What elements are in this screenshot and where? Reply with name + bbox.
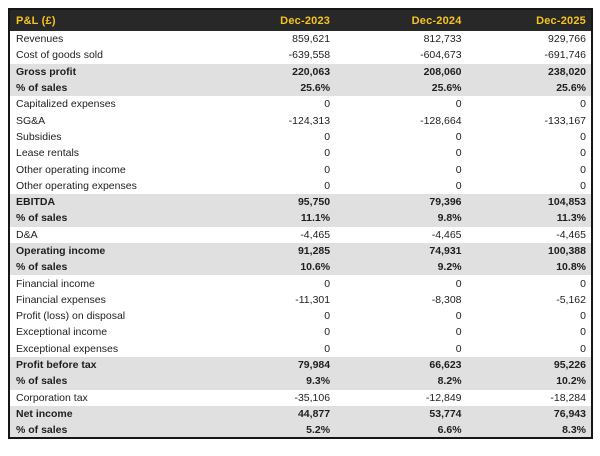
row-label: Financial income	[16, 277, 95, 290]
cell-value: 0	[580, 342, 586, 355]
cell-value: 0	[455, 163, 462, 176]
cell-value: -128,664	[420, 114, 462, 127]
cell-value: 66,623	[335, 357, 466, 373]
cell-value: -639,558	[288, 49, 331, 62]
cell-value: 91,285	[204, 243, 335, 259]
cell-value: 79,984	[204, 357, 335, 373]
cell-value: 53,774	[335, 406, 466, 422]
cell-value: 95,226	[467, 357, 592, 373]
table-row-corporation-tax	[9, 390, 592, 406]
row-label: Revenues	[16, 33, 64, 46]
cell-value: -5,162	[556, 293, 586, 306]
cell-value: 10.6%	[204, 259, 335, 275]
row-label: Exceptional expenses	[16, 342, 119, 355]
cell-value: 0	[324, 326, 331, 339]
cell-value: 0	[580, 98, 586, 111]
row-label: Financial expenses	[16, 293, 106, 306]
row-label: Corporation tax	[16, 391, 88, 404]
cell-value: -604,673	[420, 49, 462, 62]
row-label: Other operating expenses	[16, 179, 137, 192]
cell-value: 0	[324, 147, 331, 160]
cell-value: 95,750	[204, 194, 335, 210]
table-row-net-income-pct	[9, 422, 592, 438]
row-label: Lease rentals	[16, 147, 80, 160]
row-label: % of sales	[9, 210, 204, 226]
row-label: Gross profit	[9, 64, 204, 80]
table-row-gross-profit	[9, 64, 592, 80]
cell-value: 0	[324, 98, 331, 111]
pnl-statement	[8, 8, 593, 439]
cell-value: 76,943	[467, 406, 592, 422]
cell-value: 0	[580, 310, 586, 323]
cell-value: 0	[580, 147, 586, 160]
cell-value: 25.6%	[467, 80, 592, 96]
cell-value: 208,060	[335, 64, 466, 80]
table-row-other-operating-expenses	[9, 178, 592, 194]
cell-value: 0	[580, 130, 586, 143]
row-label: % of sales	[9, 80, 204, 96]
table-row-exceptional-income	[9, 324, 592, 340]
cell-value: 220,063	[204, 64, 335, 80]
row-label: EBITDA	[9, 194, 204, 210]
cell-value: 100,388	[467, 243, 592, 259]
cell-value: 0	[324, 310, 331, 323]
cell-value: 25.6%	[204, 80, 335, 96]
table-row-sga	[9, 112, 592, 128]
cell-value: 79,396	[335, 194, 466, 210]
cell-value: 11.1%	[204, 210, 335, 226]
cell-value: -124,313	[288, 114, 331, 127]
row-label: D&A	[16, 228, 38, 241]
cell-value: 11.3%	[467, 210, 592, 226]
cell-value: 104,853	[467, 194, 592, 210]
table-row-revenues	[9, 31, 592, 47]
cell-value: -12,849	[425, 391, 462, 404]
table-row-operating-income-pct	[9, 259, 592, 275]
table-row-profit-before-tax	[9, 357, 592, 373]
table-row-da	[9, 227, 592, 243]
table-row-ebitda-pct	[9, 210, 592, 226]
table-row-profit-loss-on-disposal	[9, 308, 592, 324]
pnl-table	[8, 8, 593, 439]
cell-value: 238,020	[467, 64, 592, 80]
cell-value: -4,465	[431, 228, 462, 241]
table-row-exceptional-expenses	[9, 341, 592, 357]
cell-value: 0	[455, 130, 462, 143]
cell-value: -4,465	[556, 228, 586, 241]
column-header-dec-2023: Dec-2023	[204, 9, 335, 31]
cell-value: 8.2%	[335, 373, 466, 389]
cell-value: 9.3%	[204, 373, 335, 389]
row-label: % of sales	[9, 259, 204, 275]
table-row-financial-expenses	[9, 292, 592, 308]
row-label: Other operating income	[16, 163, 126, 176]
row-label: Net income	[9, 406, 204, 422]
cell-value: 859,621	[292, 33, 331, 46]
cell-value: 5.2%	[204, 422, 335, 438]
table-row-financial-income	[9, 275, 592, 291]
cell-value: 0	[324, 342, 331, 355]
cell-value: -691,746	[544, 49, 586, 62]
cell-value: 929,766	[548, 33, 586, 46]
row-label: Subsidies	[16, 130, 62, 143]
table-row-capitalized-expenses	[9, 96, 592, 112]
cell-value: 9.8%	[335, 210, 466, 226]
table-title: P&L (£)	[9, 9, 204, 31]
cell-value: 0	[580, 277, 586, 290]
cell-value: -8,308	[431, 293, 462, 306]
cell-value: 0	[324, 130, 331, 143]
row-label: % of sales	[9, 422, 204, 438]
row-label: SG&A	[16, 114, 46, 127]
cell-value: 0	[580, 326, 586, 339]
cell-value: 9.2%	[335, 259, 466, 275]
cell-value: 0	[455, 147, 462, 160]
cell-value: 44,877	[204, 406, 335, 422]
cell-value: 25.6%	[335, 80, 466, 96]
table-header-row	[9, 9, 592, 31]
cell-value: 0	[455, 277, 462, 290]
cell-value: 0	[455, 179, 462, 192]
row-label: % of sales	[9, 373, 204, 389]
row-label: Cost of goods sold	[16, 49, 103, 62]
table-row-profit-before-tax-pct	[9, 373, 592, 389]
cell-value: 0	[324, 163, 331, 176]
cell-value: 0	[580, 163, 586, 176]
cell-value: 74,931	[335, 243, 466, 259]
cell-value: 812,733	[423, 33, 462, 46]
cell-value: 10.2%	[467, 373, 592, 389]
cell-value: 0	[455, 310, 462, 323]
table-row-other-operating-income	[9, 161, 592, 177]
column-header-dec-2024: Dec-2024	[335, 9, 466, 31]
row-label: Profit (loss) on disposal	[16, 310, 126, 323]
cell-value: 10.8%	[467, 259, 592, 275]
cell-value: -4,465	[300, 228, 331, 241]
row-label: Profit before tax	[9, 357, 204, 373]
table-row-subsidies	[9, 129, 592, 145]
table-row-ebitda	[9, 194, 592, 210]
table-row-operating-income	[9, 243, 592, 259]
cell-value: 8.3%	[467, 422, 592, 438]
cell-value: 0	[324, 179, 331, 192]
table-row-lease-rentals	[9, 145, 592, 161]
table-row-gross-profit-pct	[9, 80, 592, 96]
table-row-cogs	[9, 47, 592, 63]
cell-value: -133,167	[544, 114, 586, 127]
column-header-dec-2025: Dec-2025	[467, 9, 592, 31]
cell-value: 0	[455, 342, 462, 355]
cell-value: -35,106	[294, 391, 331, 404]
cell-value: -11,301	[295, 293, 331, 306]
row-label: Capitalized expenses	[16, 98, 116, 111]
cell-value: 0	[455, 326, 462, 339]
cell-value: -18,284	[550, 391, 586, 404]
cell-value: 0	[580, 179, 586, 192]
cell-value: 0	[455, 98, 462, 111]
row-label: Exceptional income	[16, 326, 108, 339]
cell-value: 6.6%	[335, 422, 466, 438]
row-label: Operating income	[9, 243, 204, 259]
cell-value: 0	[324, 277, 331, 290]
table-row-net-income	[9, 406, 592, 422]
